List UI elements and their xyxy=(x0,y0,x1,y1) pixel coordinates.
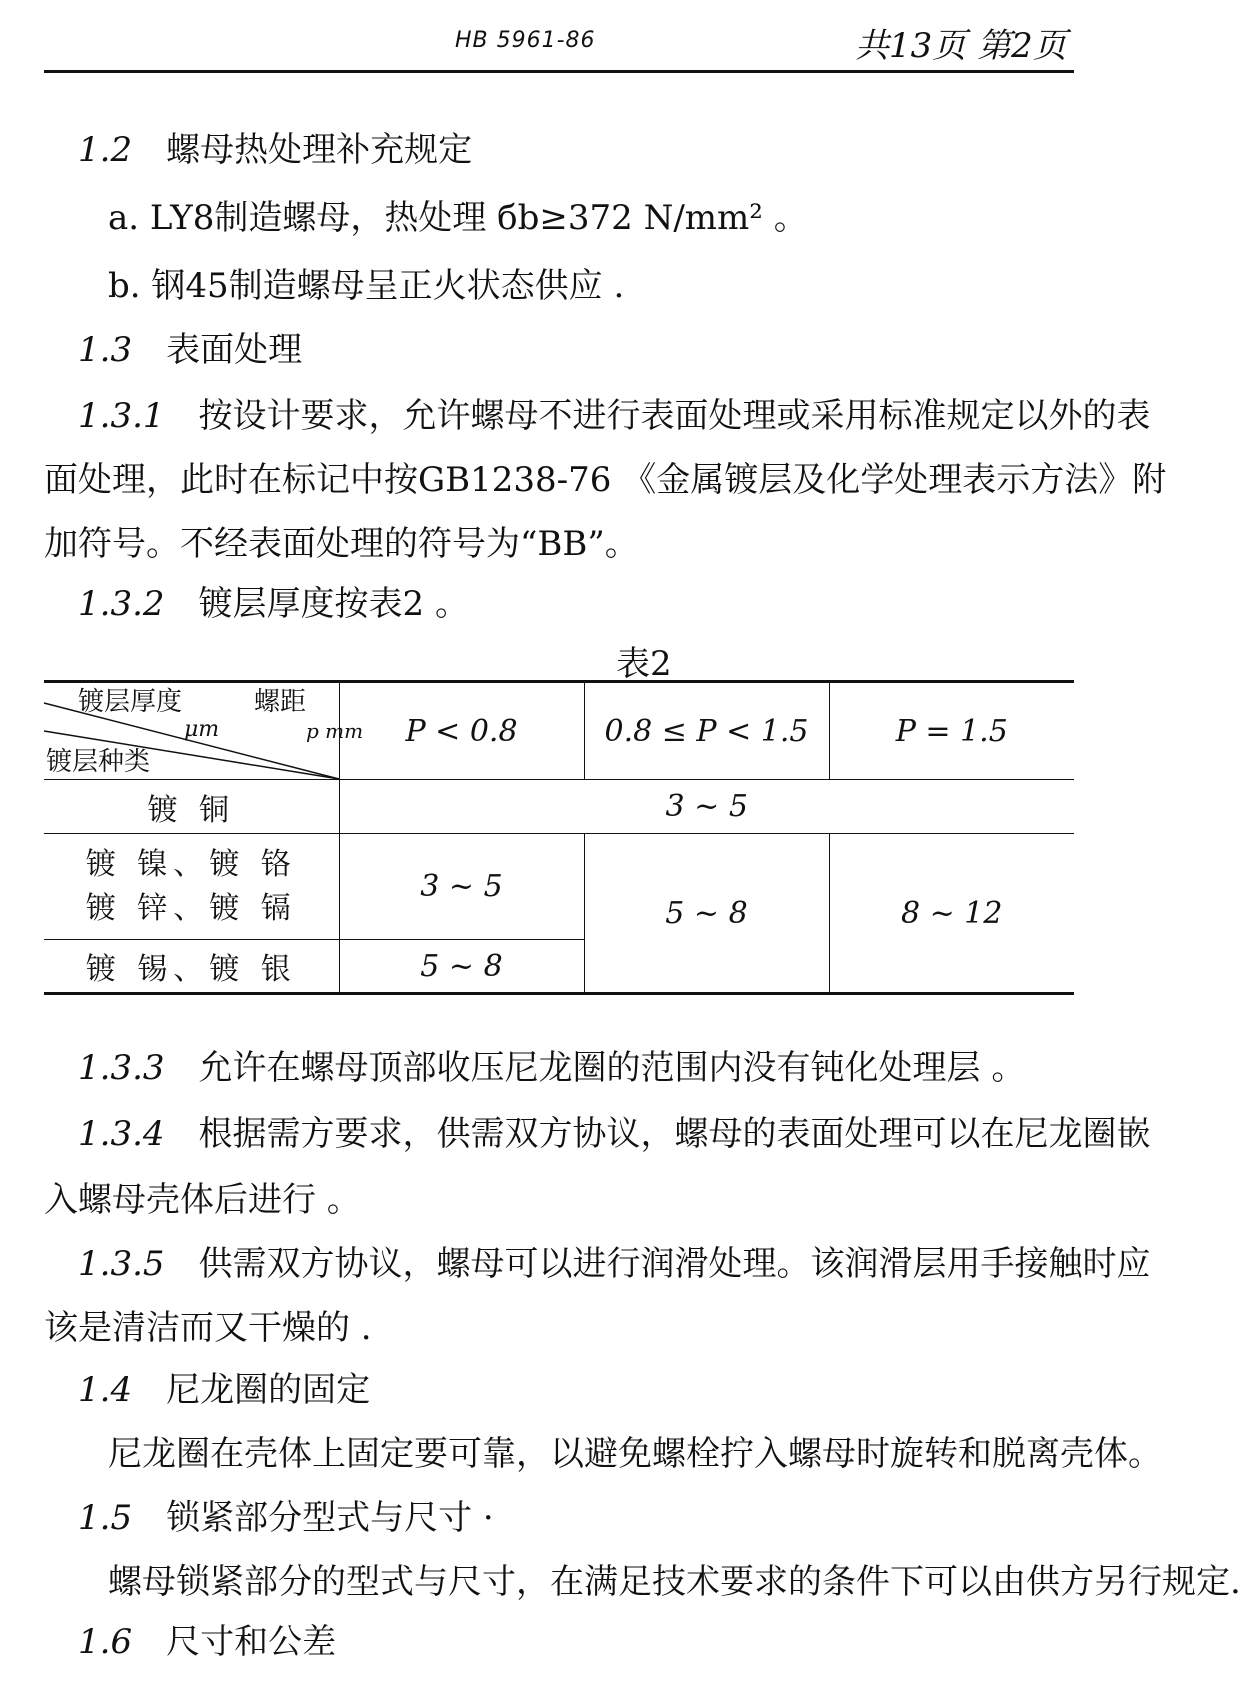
clause-1-3-4-continued xyxy=(44,1182,361,1219)
clause-text: 按设计要求，允许螺母不进行表面处理或采用标准规定以外的表 xyxy=(198,396,1151,436)
header-rule xyxy=(44,70,1074,73)
section-1-4-body xyxy=(108,1436,1162,1473)
clause-text: 入螺母壳体后进行 。 xyxy=(44,1180,361,1220)
item-text: a. LY8制造螺母，热处理 бb≥372 N/mm² 。 xyxy=(108,198,808,238)
kind-nickel-chrome: 镀 镍、镀 铬 xyxy=(85,847,297,882)
kind-zinc-cadmium: 镀 锌、镀 镉 xyxy=(85,890,297,926)
item-text: b. 钢45制造螺母呈正火状态供应 . xyxy=(108,266,625,306)
thickness-unit: μm xyxy=(184,717,220,742)
clause-1-3-3 xyxy=(78,1050,1025,1087)
clause-1-3-1 xyxy=(78,398,1151,435)
clause-text: 镀层厚度按表2 。 xyxy=(198,584,469,624)
table-row-nickel-zinc xyxy=(44,834,1074,940)
clause-number: 1.3.1 xyxy=(78,396,165,436)
clause-number: 1.3.5 xyxy=(78,1244,165,1284)
clause-text: 该是清洁而又干燥的 . xyxy=(44,1308,372,1348)
table-corner-cell xyxy=(44,682,364,780)
body-text: 螺母锁紧部分的型式与尺寸，在满足技术要求的条件下可以由供方另行规定. xyxy=(108,1562,1241,1602)
table-row-copper xyxy=(44,780,1074,834)
document-code: HB 5961-86 xyxy=(455,28,596,53)
section-title: 螺母热处理补充规定 xyxy=(166,130,473,170)
clause-number: 1.3.3 xyxy=(78,1048,165,1088)
thickness-label: 镀层厚度 xyxy=(78,687,183,717)
kind-cell: 镀 锡、镀 银 xyxy=(44,940,339,994)
section-1-3 xyxy=(78,332,302,369)
pitch-header-3: P = 1.5 xyxy=(829,682,1074,780)
section-title: 表面处理 xyxy=(166,330,303,370)
kind-cell xyxy=(44,834,339,940)
clause-1-3-2 xyxy=(78,586,469,623)
clause-text: 允许在螺母顶部收压尼龙圈的范围内没有钝化处理层 。 xyxy=(198,1048,1026,1088)
section-number: 1.3 xyxy=(78,330,133,370)
page-number: 共13页 第2页 xyxy=(855,26,1067,66)
clause-1-3-1-end xyxy=(44,526,639,563)
section-1-4 xyxy=(78,1372,370,1409)
value-cell: 3 ~ 5 xyxy=(339,780,1074,834)
item-a xyxy=(108,200,808,237)
section-number: 1.2 xyxy=(78,130,133,170)
page-header xyxy=(0,0,1138,80)
value-cell: 3 ~ 5 xyxy=(339,834,584,940)
clause-1-3-1-continued xyxy=(44,462,1166,499)
section-number: 1.4 xyxy=(78,1370,133,1410)
kind-label: 镀层种类 xyxy=(46,747,151,777)
kind-cell: 镀 铜 xyxy=(44,780,339,834)
value-cell: 8 ~ 12 xyxy=(829,834,1074,994)
clause-1-3-5 xyxy=(78,1246,1151,1283)
section-1-5-body xyxy=(108,1564,1241,1601)
value-cell: 5 ~ 8 xyxy=(339,940,584,994)
table-caption: 表2 xyxy=(616,644,672,684)
clause-text: 根据需方要求，供需双方协议，螺母的表面处理可以在尼龙圈嵌 xyxy=(198,1114,1151,1154)
value-cell: 5 ~ 8 xyxy=(584,834,829,994)
plating-thickness-table xyxy=(44,680,1074,995)
clause-text: 供需双方协议，螺母可以进行润滑处理。该润滑层用手接触时应 xyxy=(198,1244,1151,1284)
pitch-header-2: 0.8 ≤ P < 1.5 xyxy=(584,682,829,780)
section-1-5 xyxy=(78,1500,494,1537)
clause-number: 1.3.2 xyxy=(78,584,165,624)
pitch-unit: p mm xyxy=(306,719,364,743)
section-title: 尼龙圈的固定 xyxy=(166,1370,371,1410)
body-text: 尼龙圈在壳体上固定要可靠，以避免螺栓拧入螺母时旋转和脱离壳体。 xyxy=(108,1434,1162,1474)
section-number: 1.5 xyxy=(78,1498,133,1538)
table-header-row xyxy=(44,682,1074,780)
clause-text: 加符号。不经表面处理的符号为“BB”。 xyxy=(44,524,639,564)
clause-1-3-4 xyxy=(78,1116,1151,1153)
section-title: 锁紧部分型式与尺寸 · xyxy=(166,1498,494,1538)
pitch-header-1: P < 0.8 xyxy=(339,682,584,780)
clause-number: 1.3.4 xyxy=(78,1114,165,1154)
pitch-label: 螺距 xyxy=(254,687,307,717)
section-title: 尺寸和公差 xyxy=(166,1622,337,1662)
clause-text: 面处理，此时在标记中按GB1238-76 《金属镀层及化学处理表示方法》附 xyxy=(44,460,1167,500)
section-1-2 xyxy=(78,132,472,169)
section-number: 1.6 xyxy=(78,1622,133,1662)
section-1-6 xyxy=(78,1624,336,1661)
clause-1-3-5-continued xyxy=(44,1310,372,1347)
item-b xyxy=(108,268,624,305)
